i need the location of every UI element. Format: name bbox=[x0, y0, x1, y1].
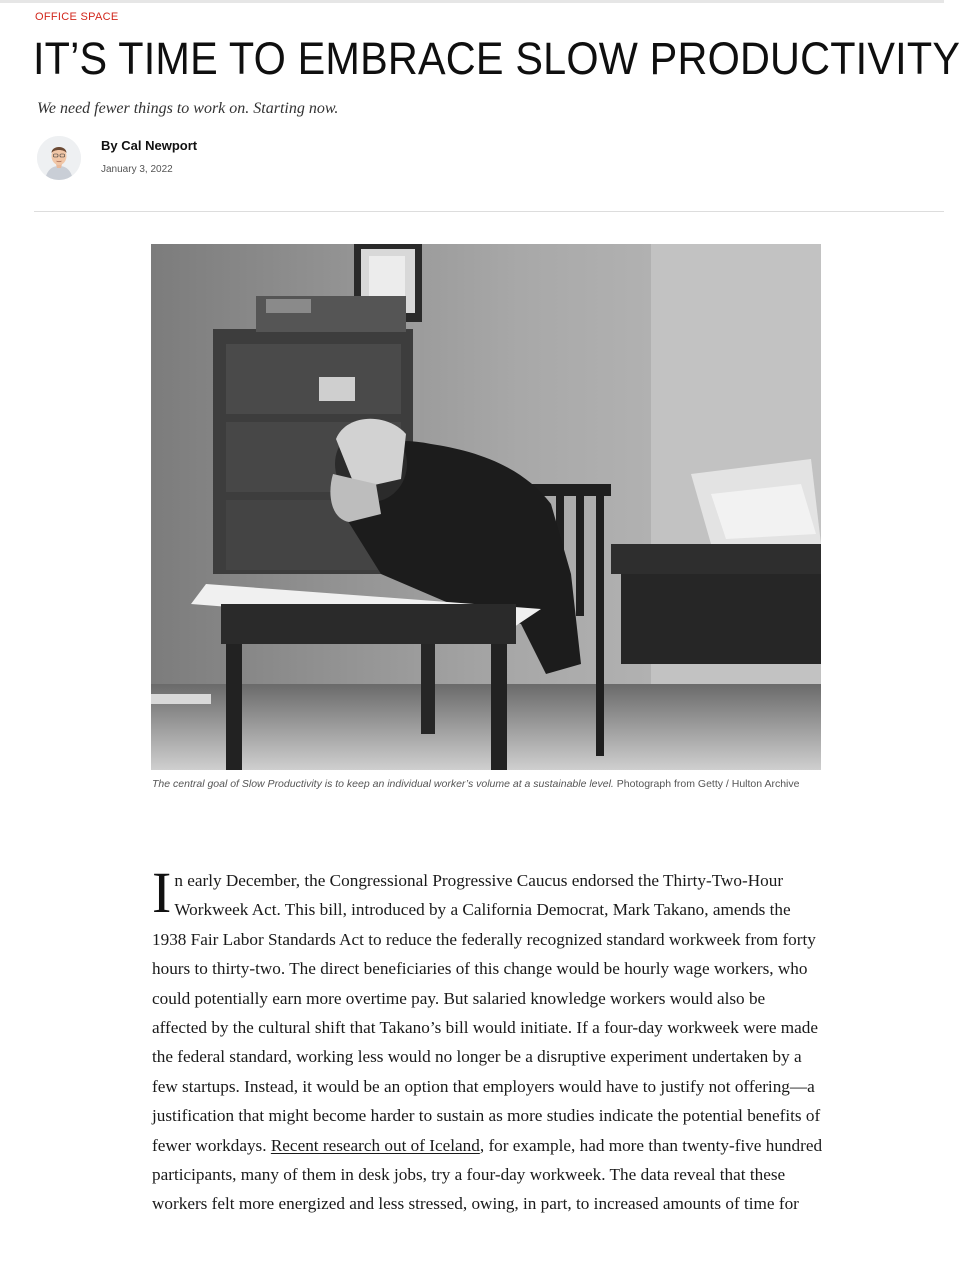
author-avatar-illustration bbox=[37, 136, 81, 180]
article-paragraph bbox=[152, 860, 824, 1219]
paragraph-text-continued: , for example, had more than twenty-five hundred participants, many of them in desk jobs, try a four-day workweek. The data reveal that these workers felt more energized and less stressed, owing, in part, to increased amounts of time for bbox=[152, 1135, 823, 1214]
article-body bbox=[152, 860, 824, 1219]
publish-date: January 3, 2022 bbox=[101, 164, 173, 175]
header-divider bbox=[34, 211, 944, 212]
byline-prefix: By bbox=[101, 138, 118, 153]
photo-caption bbox=[152, 777, 802, 791]
lead-photo-illustration bbox=[151, 244, 821, 770]
article-dek: We need fewer things to work on. Starting now. bbox=[37, 100, 339, 117]
caption-text: The central goal of Slow Productivity is to keep an individual worker’s volume at a sustainable level. bbox=[152, 778, 614, 790]
section-rubric-link[interactable]: OFFICE SPACE bbox=[35, 11, 119, 23]
top-rule bbox=[0, 0, 944, 3]
photo-credit: Photograph from Getty / Hulton Archive bbox=[616, 778, 800, 790]
paragraph-text: n early December, the Congressional Progressive Caucus endorsed the Thirty-Two-Hour Workweek Act. This bill, introduced by a California Democrat, Mark Takano, amends the 1938 Fair Labor Standards Act to reduce the federally recognized standard workweek from forty hours to thirty-two. The direct beneficiaries of this change would be hourly wage workers, who could potentially earn more overtime pay. But salaried knowledge workers would also be affected by the cultural shift that Takano’s bill would initiate. If a four-day workweek were made the federal standard, working less would no longer be a disruptive experiment undertaken by a few startups. Instead, it would be an option that employers would have to justify not offering—a justification that might become harder to sustain as more studies indicate the potential benefits of fewer workdays. bbox=[152, 871, 821, 1155]
iceland-research-link[interactable]: Recent research out of Iceland bbox=[270, 1135, 480, 1155]
lead-photo bbox=[151, 244, 821, 770]
author-link[interactable]: Cal Newport bbox=[121, 138, 198, 153]
drop-cap: I bbox=[152, 860, 172, 925]
author-avatar[interactable] bbox=[37, 136, 81, 180]
article-headline: IT’S TIME TO EMBRACE SLOW PRODUCTIVITY bbox=[33, 33, 960, 84]
byline bbox=[101, 138, 197, 153]
